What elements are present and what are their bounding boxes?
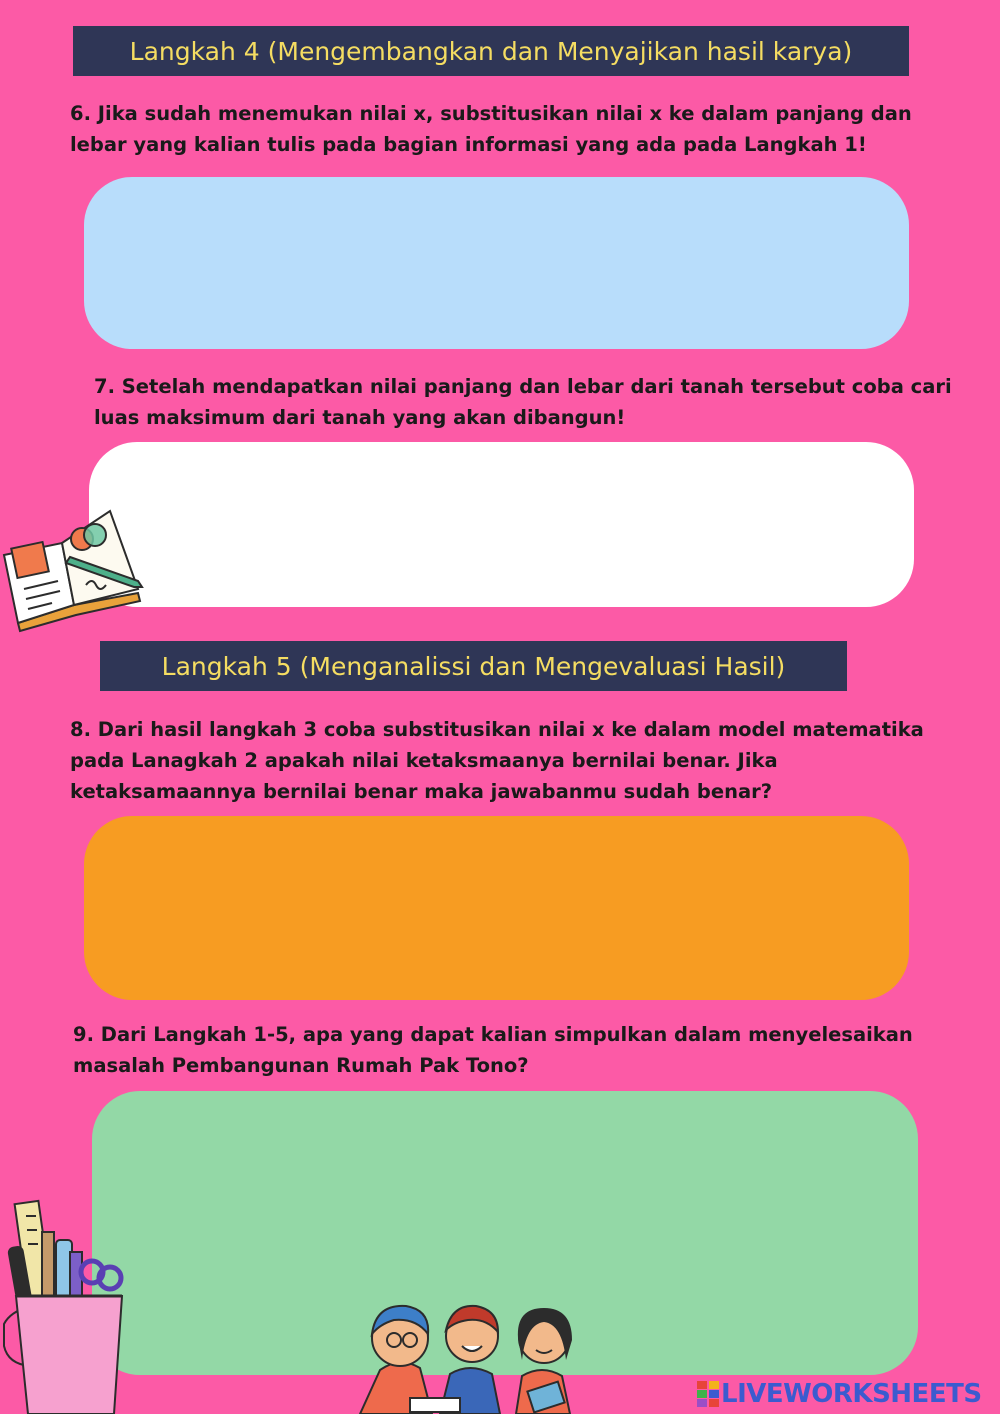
answer-box-7[interactable] [89, 442, 914, 607]
children-reading-illustration [340, 1290, 620, 1414]
answer-box-8[interactable] [84, 816, 909, 1000]
answer-box-6[interactable] [84, 177, 909, 349]
liveworksheets-logo [697, 1378, 982, 1410]
pencil-cup-icon [0, 1196, 130, 1414]
open-book-icon [0, 505, 148, 635]
question-9: 9. Dari Langkah 1-5, apa yang dapat kalian simpulkan dalam menyelesaikan masalah Pembangunan Rumah Pak Tono? [73, 1023, 913, 1077]
question-8: 8. Dari hasil langkah 3 coba substitusikan nilai x ke dalam model matematika pada Lanagkah 2 apakah nilai ketaksmaanya bernilai benar. Jika ketaksamaannya bernilai benar maka jawabanmu sudah benar? [70, 718, 924, 803]
liveworksheets-logo-icon [697, 1381, 719, 1407]
brand-name: LIVEWORKSHEETS [721, 1379, 982, 1409]
step4-heading: Langkah 4 (Mengembangkan dan Menyajikan hasil karya) [73, 26, 909, 76]
question-6: 6. Jika sudah menemukan nilai x, substitusikan nilai x ke dalam panjang dan lebar yang kalian tulis pada bagian informasi yang ada pada Langkah 1! [70, 102, 912, 156]
question-7: 7. Setelah mendapatkan nilai panjang dan lebar dari tanah tersebut coba cari luas maksimum dari tanah yang akan dibangun! [94, 375, 952, 429]
step5-heading: Langkah 5 (Menganalissi dan Mengevaluasi Hasil) [100, 641, 847, 691]
